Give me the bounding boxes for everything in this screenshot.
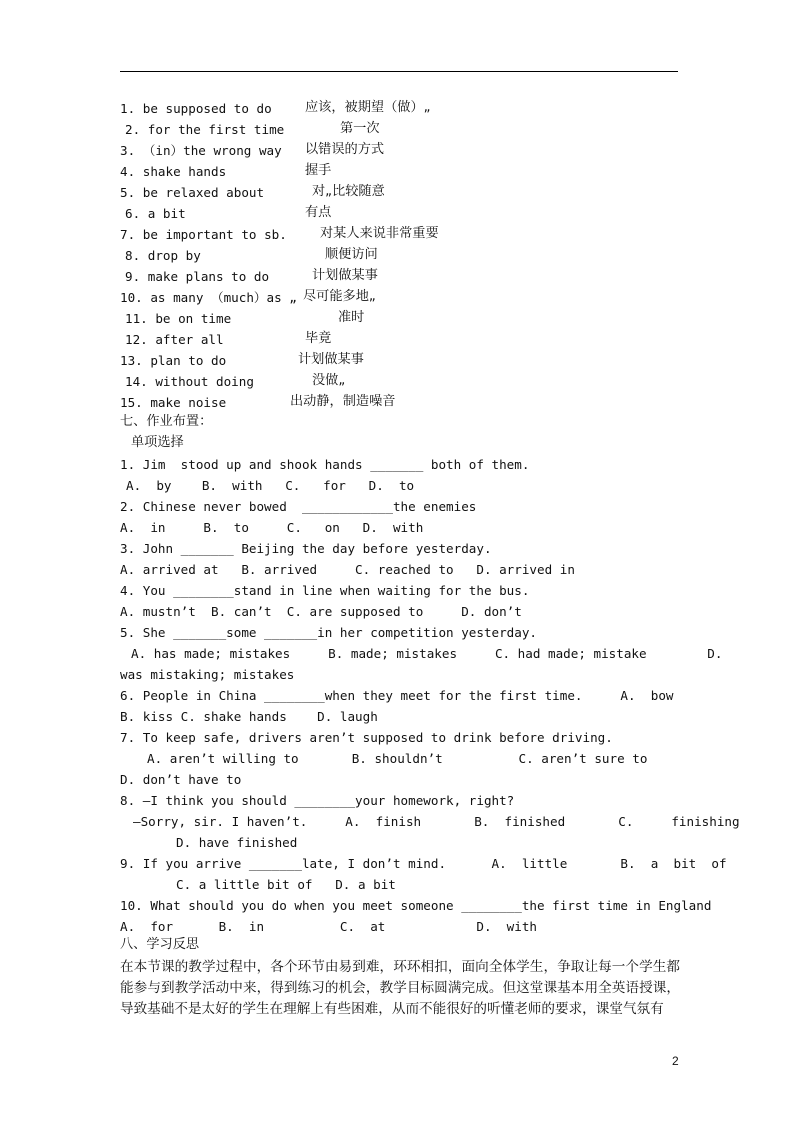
phrase-chinese: 握手 [305, 163, 332, 178]
phrase-text: make plans to do [147, 269, 270, 284]
phrase-chinese: 计划做某事 [312, 268, 378, 283]
exercise-line: A. has made; mistakes B. made; mistakes C. had made; mistake D. [131, 646, 723, 661]
phrase-number: 9. [125, 269, 141, 284]
phrase-english [120, 395, 226, 411]
phrase-number: 11. [125, 311, 148, 326]
phrase-number: 13. [120, 353, 143, 368]
phrase-english [125, 332, 224, 348]
phrase-number: 1. [120, 101, 136, 116]
exercise-line: A. for B. in C. at D. with [120, 919, 538, 934]
phrase-text: plan to do [150, 353, 227, 368]
phrase-text: after all [155, 332, 224, 347]
phrase-english [120, 143, 282, 159]
phrase-chinese: 应该，被期望（做）„ [305, 100, 431, 115]
phrase-number: 15. [120, 395, 143, 410]
phrase-text: without doing [155, 374, 254, 389]
phrase-text: shake hands [142, 164, 227, 179]
exercise-line: A. mustn’t B. can’t C. are supposed to D. don’t [120, 604, 522, 619]
phrase-text: drop by [147, 248, 201, 263]
exercise-line: A. aren’t willing to B. shouldn’t C. aren’t sure to [147, 751, 648, 766]
phrase-english [125, 374, 254, 390]
reflection-paragraph: 在本节课的教学过程中，各个环节由易到难，环环相扣，面向全体学生，争取让每一个学生都能参与到教学活动中来，得到练习的机会，教学目标圆满完成。但这堂课基本用全英语授课，导致基础不是太好的学生在理解上有些困难，从而不能很好的听懂老师的要求，课堂气氛有 [120, 959, 680, 1017]
phrase-number: 2. [125, 122, 141, 137]
exercise-line: A. by B. with C. for D. to [126, 478, 415, 493]
phrase-chinese: 第一次 [340, 121, 380, 136]
phrase-chinese: 顺便访问 [325, 247, 378, 262]
exercise-line: A. arrived at B. arrived C. reached to D. arrived in [120, 562, 575, 577]
phrase-english [120, 227, 287, 243]
phrase-english [125, 311, 231, 327]
exercise-line: D. don’t have to [120, 772, 242, 787]
phrase-chinese: 计划做某事 [298, 352, 364, 367]
phrase-english [125, 122, 284, 138]
phrase-text: be supposed to do [142, 101, 272, 116]
phrase-chinese: 没做„ [312, 373, 346, 388]
exercise-line: 1. Jim stood up and shook hands _______ both of them. [120, 457, 530, 472]
phrase-chinese: 准时 [338, 310, 365, 325]
phrase-number: 4. [120, 164, 136, 179]
phrase-number: 8. [125, 248, 141, 263]
phrase-chinese: 毕竟 [305, 331, 332, 346]
phrase-english [120, 164, 226, 180]
phrase-chinese: 对„比较随意 [312, 184, 385, 199]
phrase-number: 14. [125, 374, 148, 389]
phrase-number: 3. [120, 143, 136, 158]
exercise-line: A. in B. to C. on D. with [120, 520, 424, 535]
exercise-line: 9. If you arrive _______late, I don’t mind. A. little B. a bit of [120, 856, 727, 871]
exercise-line: —Sorry, sir. I haven’t. A. finish B. finished C. finishing [133, 814, 740, 829]
exercise-line: 5. She _______some _______in her competition yesterday. [120, 625, 538, 640]
exercise-line: 10. What should you do when you meet someone ________the first time in England [120, 898, 712, 913]
phrase-text: make noise [150, 395, 227, 410]
phrase-text: as many （much）as „ [150, 290, 297, 305]
section7-subheading: 单项选择 [131, 435, 184, 450]
exercise-line: 7. To keep safe, drivers aren’t supposed to drink before driving. [120, 730, 613, 745]
phrase-number: 5. [120, 185, 136, 200]
phrase-english [125, 269, 269, 285]
phrase-english [120, 185, 264, 201]
exercise-line: 8. —I think you should ________your homework, right? [120, 793, 515, 808]
phrase-number: 7. [120, 227, 136, 242]
page-number: 2 [672, 1054, 679, 1068]
exercise-line: 6. People in China ________when they meet for the first time. A. bow [120, 688, 674, 703]
exercise-line: D. have finished [176, 835, 298, 850]
phrase-text: a bit [147, 206, 186, 221]
exercise-line: was mistaking; mistakes [120, 667, 295, 682]
phrase-text: for the first time [147, 122, 285, 137]
exercise-line: C. a little bit of D. a bit [176, 877, 396, 892]
phrase-number: 10. [120, 290, 143, 305]
exercise-line: B. kiss C. shake hands D. laugh [120, 709, 378, 724]
phrase-text: be on time [155, 311, 232, 326]
phrase-english [120, 101, 272, 117]
section8-heading: 八、学习反思 [120, 937, 200, 952]
phrase-english [125, 248, 201, 264]
phrase-english [125, 206, 186, 222]
phrase-english [120, 353, 226, 369]
phrase-chinese: 有点 [305, 205, 332, 220]
phrase-text: be important to sb. [142, 227, 287, 242]
phrase-chinese: 出动静，制造噪音 [290, 394, 396, 409]
phrase-text: （in）the wrong way [142, 143, 282, 158]
phrase-english [120, 290, 297, 306]
phrase-chinese: 尽可能多地„ [303, 289, 376, 304]
phrase-text: be relaxed about [142, 185, 265, 200]
phrase-chinese: 对某人来说非常重要 [320, 226, 439, 241]
phrase-chinese: 以错误的方式 [305, 142, 385, 157]
phrase-number: 12. [125, 332, 148, 347]
header-rule [120, 71, 678, 72]
exercise-line: 4. You ________stand in line when waiting for the bus. [120, 583, 530, 598]
exercise-line: 3. John _______ Beijing the day before yesterday. [120, 541, 492, 556]
section7-heading: 七、作业布置： [120, 414, 213, 429]
exercise-line: 2. Chinese never bowed ____________the enemies [120, 499, 477, 514]
phrase-number: 6. [125, 206, 141, 221]
